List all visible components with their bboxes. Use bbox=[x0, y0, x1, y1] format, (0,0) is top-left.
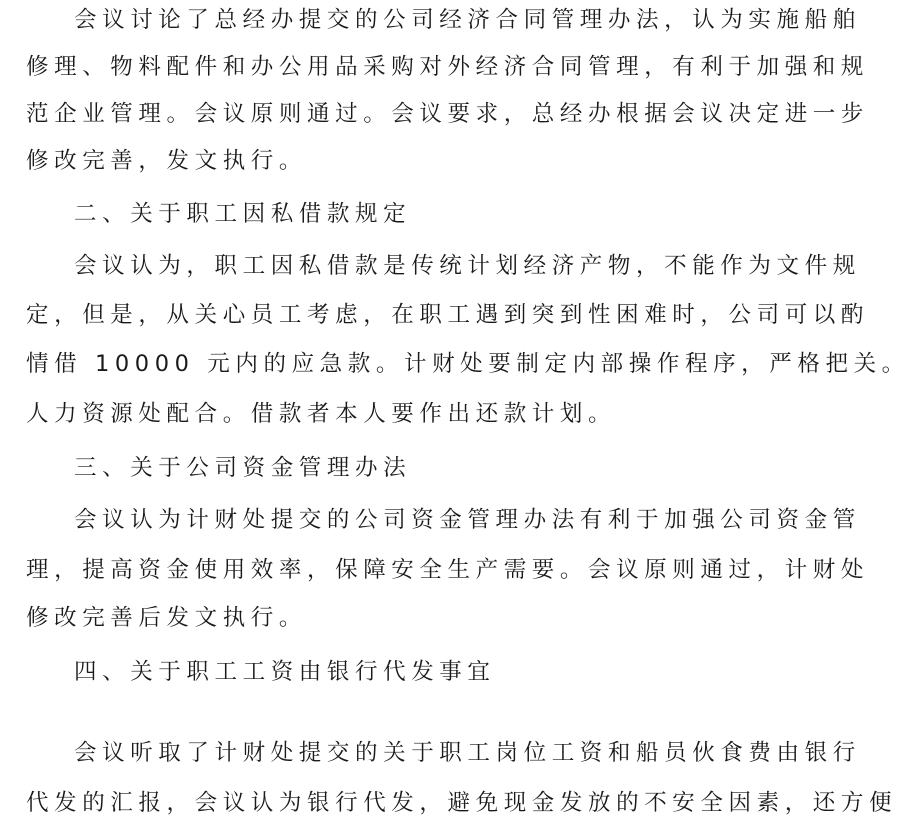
paragraph-line: 会议认为，职工因私借款是传统计划经济产物，不能作为文件规 bbox=[74, 253, 861, 279]
paragraph-line: 修理、物料配件和办公用品采购对外经济合同管理，有利于加强和规 bbox=[26, 54, 870, 80]
paragraph-line: 理，提高资金使用效率，保障安全生产需要。会议原则通过，计财处 bbox=[26, 557, 870, 583]
paragraph-line: 会议听取了计财处提交的关于职工岗位工资和船员伙食费由银行 bbox=[74, 740, 861, 766]
paragraph-line: 定，但是，从关心员工考虑，在职工遇到突到性困难时，公司可以酌 bbox=[26, 302, 870, 328]
paragraph-line: 情借 10000 元内的应急款。计财处要制定内部操作程序，严格把关。 bbox=[26, 351, 910, 377]
paragraph-line: 人力资源处配合。借款者本人要作出还款计划。 bbox=[26, 401, 617, 427]
section-heading: 二、关于职工因私借款规定 bbox=[74, 201, 412, 227]
paragraph-line: 范企业管理。会议原则通过。会议要求，总经办根据会议决定进一步 bbox=[26, 101, 870, 127]
paragraph-line: 会议认为计财处提交的公司资金管理办法有利于加强公司资金管 bbox=[74, 507, 861, 533]
paragraph-line: 会议讨论了总经办提交的公司经济合同管理办法，认为实施船舶 bbox=[74, 7, 861, 33]
paragraph-line: 修改完善后发文执行。 bbox=[26, 605, 308, 631]
paragraph-line: 修改完善，发文执行。 bbox=[26, 148, 308, 174]
section-heading: 四、关于职工工资由银行代发事宜 bbox=[74, 659, 496, 685]
section-heading: 三、关于公司资金管理办法 bbox=[74, 455, 412, 481]
paragraph-line: 代发的汇报，会议认为银行代发，避免现金发放的不安全因素，还方便 bbox=[26, 790, 898, 816]
